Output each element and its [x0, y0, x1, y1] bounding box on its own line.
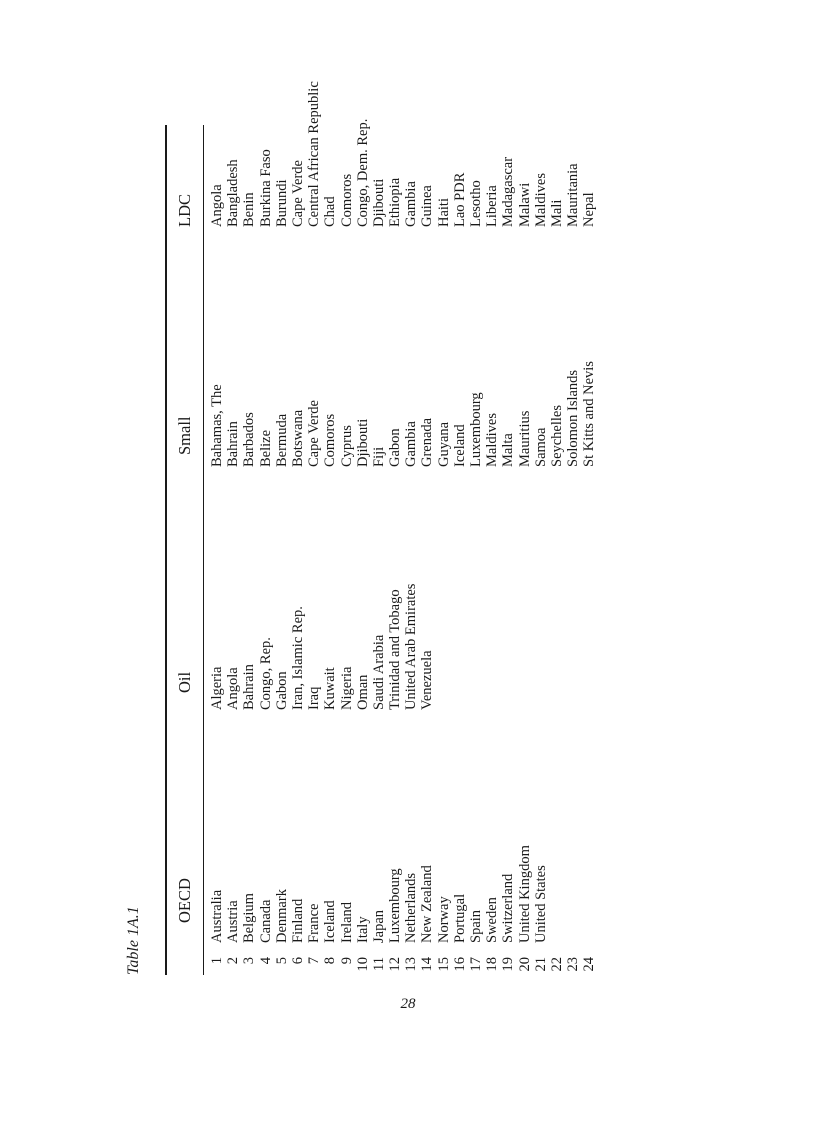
table-cell: Oman [354, 674, 371, 710]
table-cell: Congo, Dem. Rep. [354, 118, 371, 227]
table-cell: Solomon Islands [565, 369, 582, 467]
table-cell: Canada [257, 899, 274, 943]
table-cell: Burundi [273, 179, 290, 227]
table-cell: Finland [289, 898, 306, 943]
table-cell: 22 [548, 957, 565, 972]
table-cell: Ireland [338, 901, 355, 943]
table-cell: Venezuela [419, 650, 436, 710]
table-cell: Switzerland [500, 873, 517, 943]
table-cell: 21 [532, 957, 549, 972]
table-cell: Australia [209, 889, 225, 943]
table-cell: Samoa [532, 427, 549, 467]
table-cell: Madagascar [500, 156, 517, 227]
table-cell: 19 [500, 957, 517, 972]
table-cell: 12 [387, 957, 404, 972]
table-cell: Gambia [403, 421, 420, 467]
table-cell: Iceland [322, 900, 339, 943]
table-cell: 1 [209, 957, 225, 965]
header-oil: Oil [175, 671, 194, 693]
table-cell: Haiti [435, 198, 452, 227]
table-cell: 17 [468, 957, 484, 972]
table-cell: 15 [435, 957, 452, 972]
table-cell: Cape Verde [306, 400, 323, 467]
table-cell: Angola [225, 667, 242, 710]
table-cell: Bahrain [225, 421, 242, 467]
table-cell: Maldives [484, 413, 501, 467]
table-cell: Benin [241, 192, 258, 227]
table-cell: Luxembourg [387, 868, 404, 943]
table-cell: Netherlands [403, 872, 420, 943]
header-rule [203, 125, 204, 975]
table-cell: Belize [257, 429, 274, 467]
table-cell: Nepal [581, 192, 598, 227]
table-cell: 14 [419, 957, 436, 972]
oecd-column [209, 845, 549, 943]
table-cell: 11 [370, 957, 387, 971]
table-cell: Nigeria [338, 666, 355, 710]
table-cell: Bahrain [241, 664, 258, 710]
table-cell: Sweden [484, 897, 501, 943]
table-cell: Luxembourg [468, 392, 484, 467]
page-number: 28 [400, 996, 416, 1012]
table-cell: 24 [581, 957, 598, 972]
table-cell: Mauritius [516, 410, 533, 467]
table-cell: Chad [322, 196, 339, 227]
header-small: Small [175, 416, 194, 455]
table-cell: 6 [289, 957, 306, 965]
table-cell: Gambia [403, 181, 420, 227]
small-column [209, 361, 598, 467]
table-cell: Guyana [435, 421, 452, 467]
top-rule [165, 125, 167, 975]
table-cell: Liberia [484, 185, 501, 227]
table-cell: 18 [484, 957, 501, 972]
table-cell: Algeria [209, 666, 225, 710]
table-cell: 10 [354, 957, 371, 972]
table-cell: Bangladesh [225, 159, 242, 227]
table-cell: St Kitts and Nevis [581, 361, 598, 467]
table-caption: Table 1A.1 [125, 906, 142, 975]
table-cell: Bahamas, The [209, 384, 225, 467]
table-cell: Malawi [516, 182, 533, 227]
table-cell: Norway [435, 896, 452, 943]
table-cell: United Arab Emirates [403, 583, 420, 710]
table-cell: Fiji [370, 446, 387, 467]
row-number-column [209, 957, 598, 973]
table-cell: Malta [500, 433, 517, 467]
table-cell: Grenada [419, 417, 436, 467]
table-cell: 5 [273, 957, 290, 965]
table-cell: 3 [241, 957, 258, 965]
table-cell: Kuwait [322, 667, 339, 710]
table-cell: Central African Republic [306, 81, 323, 227]
table-cell: Spain [468, 909, 484, 943]
ldc-column [209, 81, 598, 227]
table-cell: Guinea [419, 185, 436, 227]
table-cell: New Zealand [419, 865, 436, 943]
header-ldc: LDC [175, 194, 194, 227]
table-cell: Iraq [306, 686, 323, 710]
table-cell: United States [532, 865, 549, 943]
table-cell: Trinidad and Tobago [387, 589, 404, 710]
table-cell: 4 [257, 957, 274, 965]
table-cell: 13 [403, 957, 420, 972]
table-cell: Congo, Rep. [257, 637, 274, 710]
table-cell: 20 [516, 957, 533, 972]
table-cell: Japan [370, 909, 387, 943]
table-cell: Cape Verde [289, 160, 306, 227]
table-cell: United Kingdom [516, 845, 533, 943]
table-cell: Ethiopia [387, 177, 404, 227]
oil-column [209, 584, 436, 710]
table-cell: Iceland [451, 424, 468, 467]
table-cell: 2 [225, 957, 242, 965]
rotated-table-page [125, 81, 685, 975]
table-cell: 23 [565, 957, 582, 972]
table-cell: France [306, 903, 323, 943]
table-cell: Italy [354, 916, 371, 943]
table-cell: 7 [306, 957, 323, 965]
table-cell: Burkina Faso [257, 149, 274, 227]
table-cell: Maldives [532, 173, 549, 227]
table-cell: Cyprus [338, 425, 355, 467]
table-cell: Denmark [273, 889, 290, 943]
table-cell: 8 [322, 957, 339, 965]
table-cell: 16 [451, 957, 468, 972]
table-cell: Gabon [273, 671, 290, 710]
table-cell: Portugal [451, 893, 468, 943]
table-cell: Lao PDR [451, 172, 468, 227]
table-cell: Barbados [241, 412, 258, 467]
table-cell: 9 [338, 957, 355, 965]
table-cell: Djibouti [354, 418, 371, 467]
table-cell: Bermuda [273, 413, 290, 467]
header-oecd: OECD [175, 878, 194, 923]
table-cell: Seychelles [548, 404, 565, 467]
table-cell: Botswana [289, 409, 306, 467]
table-cell: Mali [548, 199, 565, 227]
table-cell: Comoros [338, 173, 355, 227]
table-cell: Mauritania [565, 163, 582, 227]
table-cell: Djibouti [370, 178, 387, 227]
table-cell: Comoros [322, 413, 339, 467]
table-cell: Lesotho [468, 180, 484, 227]
table-cell: Belgium [241, 893, 258, 943]
table-cell: Angola [209, 184, 225, 227]
table-cell: Saudi Arabia [370, 634, 387, 710]
table-cell: Iran, Islamic Rep. [289, 606, 306, 710]
table-cell: Austria [225, 900, 242, 943]
table-cell: Gabon [387, 428, 404, 467]
